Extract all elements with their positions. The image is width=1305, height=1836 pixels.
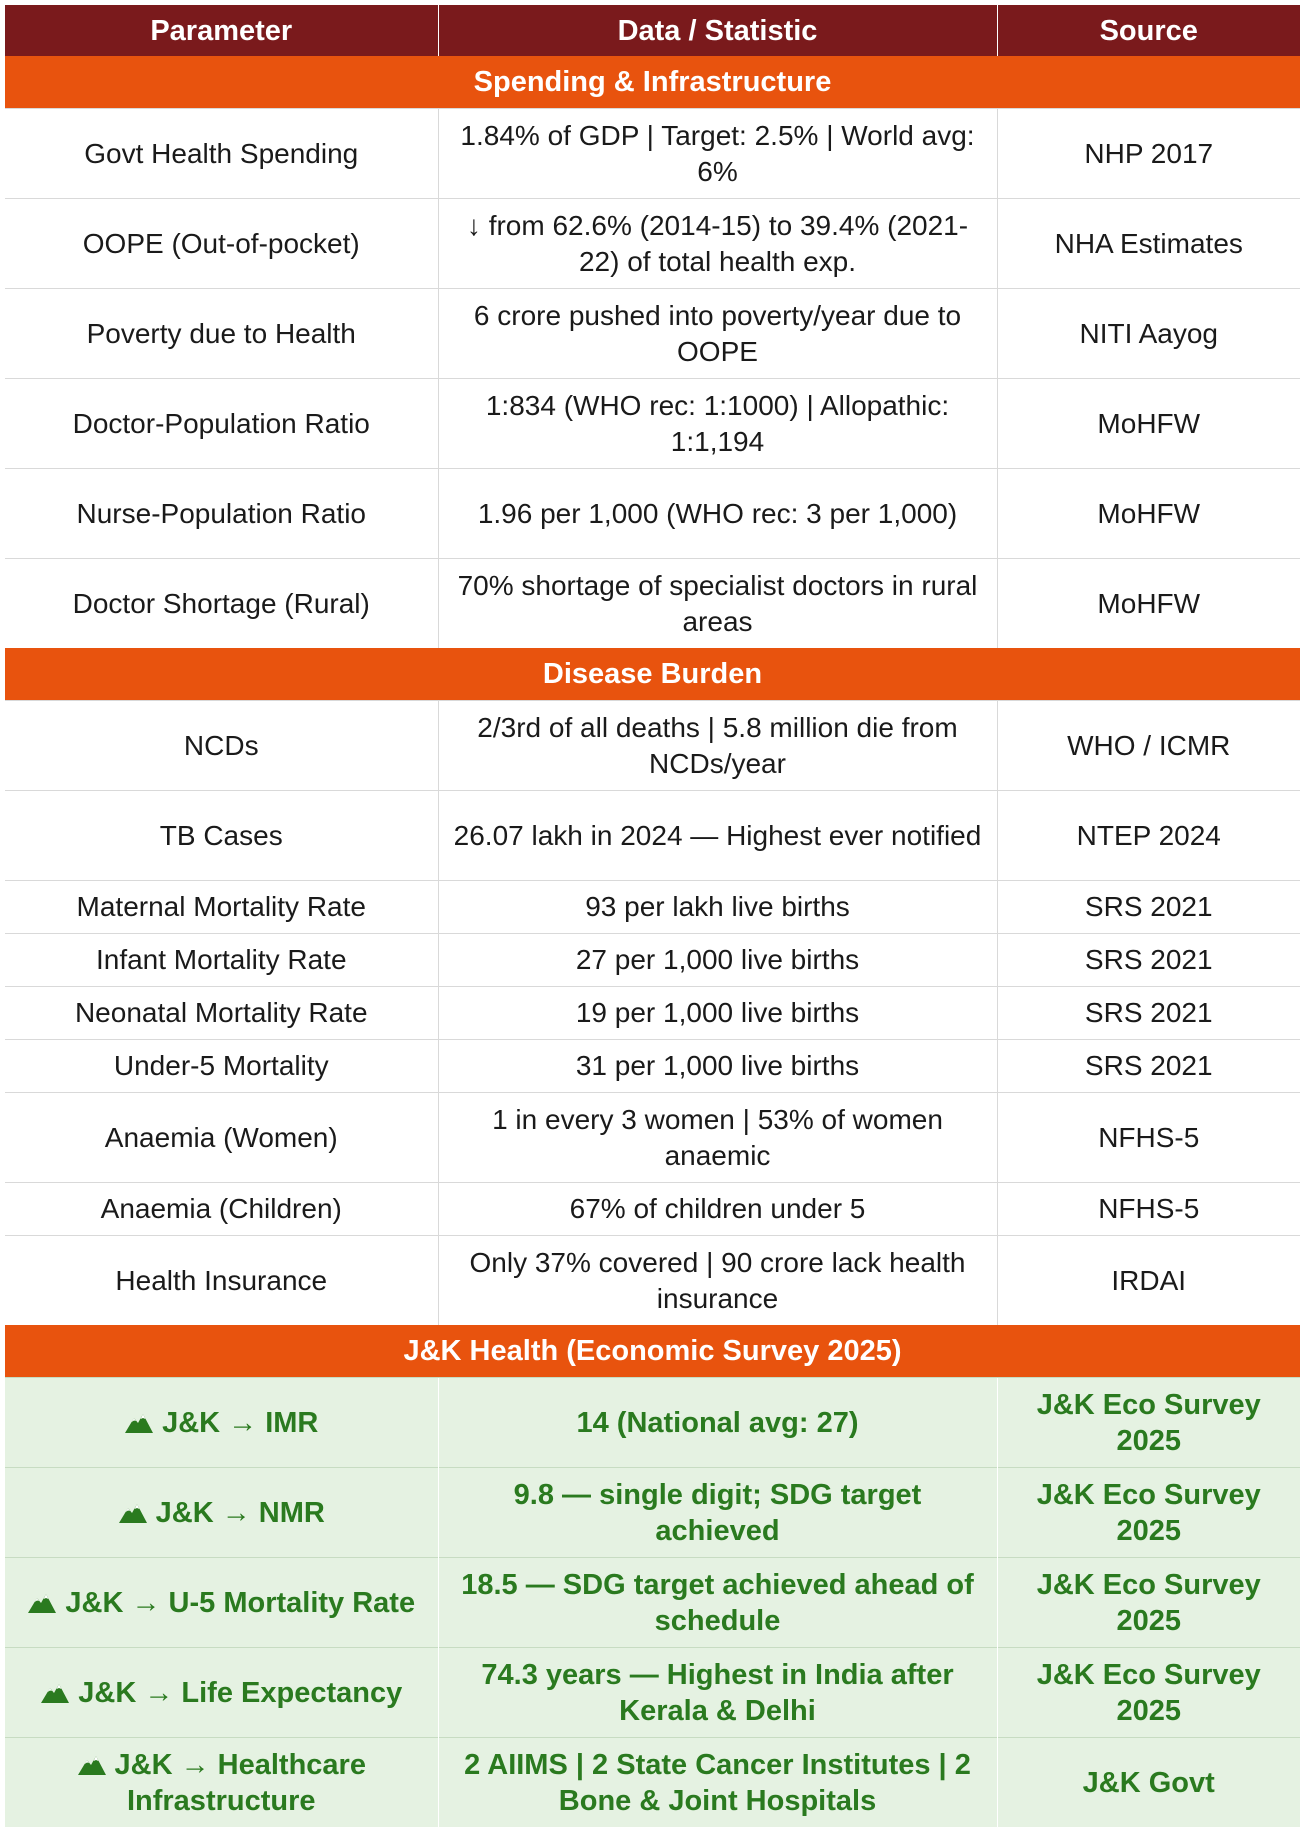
table-row xyxy=(5,1378,1300,1468)
source-cell: J&K Eco Survey 2025 xyxy=(997,1648,1300,1738)
source-cell: SRS 2021 xyxy=(997,1040,1300,1093)
section-header xyxy=(5,56,1300,109)
mountain-icon xyxy=(124,1410,154,1434)
data-cell: 93 per lakh live births xyxy=(438,881,997,934)
table-row xyxy=(5,289,1300,379)
table-row xyxy=(5,199,1300,289)
parameter-cell: Infant Mortality Rate xyxy=(5,934,438,987)
table-row xyxy=(5,987,1300,1040)
source-cell: J&K Govt xyxy=(997,1738,1300,1828)
data-cell: 1:834 (WHO rec: 1:1000) | Allopathic: 1:1,194 xyxy=(438,379,997,469)
data-cell: ↓ from 62.6% (2014-15) to 39.4% (2021-22) of total health exp. xyxy=(438,199,997,289)
parameter-cell xyxy=(5,1558,438,1648)
table-row xyxy=(5,1468,1300,1558)
parameter-cell: Anaemia (Women) xyxy=(5,1093,438,1183)
source-cell: MoHFW xyxy=(997,469,1300,559)
mountain-icon xyxy=(77,1752,107,1776)
source-cell: NITI Aayog xyxy=(997,289,1300,379)
data-cell: 1.84% of GDP | Target: 2.5% | World avg: 6% xyxy=(438,109,997,199)
parameter-cell: Doctor-Population Ratio xyxy=(5,379,438,469)
source-cell: NHP 2017 xyxy=(997,109,1300,199)
data-cell: 70% shortage of specialist doctors in rural areas xyxy=(438,559,997,649)
source-cell: IRDAI xyxy=(997,1236,1300,1326)
section-title: Disease Burden xyxy=(5,648,1300,701)
parameter-cell: Under-5 Mortality xyxy=(5,1040,438,1093)
parameter-cell xyxy=(5,1648,438,1738)
parameter-cell: Maternal Mortality Rate xyxy=(5,881,438,934)
section-title: Spending & Infrastructure xyxy=(5,56,1300,109)
parameter-cell: Anaemia (Children) xyxy=(5,1183,438,1236)
table-row xyxy=(5,559,1300,649)
parameter-cell: Health Insurance xyxy=(5,1236,438,1326)
data-cell: Only 37% covered | 90 crore lack health insurance xyxy=(438,1236,997,1326)
parameter-cell xyxy=(5,1738,438,1828)
data-cell: 14 (National avg: 27) xyxy=(438,1378,997,1468)
data-cell: 6 crore pushed into poverty/year due to OOPE xyxy=(438,289,997,379)
data-cell: 1 in every 3 women | 53% of women anaemic xyxy=(438,1093,997,1183)
source-cell: SRS 2021 xyxy=(997,987,1300,1040)
data-cell: 19 per 1,000 live births xyxy=(438,987,997,1040)
section-title: J&K Health (Economic Survey 2025) xyxy=(5,1325,1300,1378)
section-header xyxy=(5,648,1300,701)
parameter-cell: OOPE (Out-of-pocket) xyxy=(5,199,438,289)
source-cell: NFHS-5 xyxy=(997,1093,1300,1183)
table-row xyxy=(5,791,1300,881)
parameter-label: J&K → Life Expectancy xyxy=(78,1676,403,1709)
source-cell: NTEP 2024 xyxy=(997,791,1300,881)
table-row xyxy=(5,109,1300,199)
data-cell: 67% of children under 5 xyxy=(438,1183,997,1236)
table-row xyxy=(5,1738,1300,1828)
parameter-cell: Govt Health Spending xyxy=(5,109,438,199)
mountain-icon xyxy=(40,1680,70,1704)
parameter-cell: TB Cases xyxy=(5,791,438,881)
mountain-icon xyxy=(118,1500,148,1524)
data-cell: 2/3rd of all deaths | 5.8 million die from NCDs/year xyxy=(438,701,997,791)
source-cell: J&K Eco Survey 2025 xyxy=(997,1558,1300,1648)
source-cell: J&K Eco Survey 2025 xyxy=(997,1468,1300,1558)
header-source: Source xyxy=(997,5,1300,56)
mountain-icon xyxy=(27,1590,57,1614)
parameter-cell: NCDs xyxy=(5,701,438,791)
parameter-label: J&K → NMR xyxy=(155,1496,325,1529)
section-header xyxy=(5,1325,1300,1378)
source-cell: SRS 2021 xyxy=(997,881,1300,934)
data-cell: 18.5 — SDG target achieved ahead of schedule xyxy=(438,1558,997,1648)
health-statistics-table xyxy=(5,5,1300,1827)
table-row xyxy=(5,1093,1300,1183)
source-cell: SRS 2021 xyxy=(997,934,1300,987)
parameter-cell: Doctor Shortage (Rural) xyxy=(5,559,438,649)
data-cell: 27 per 1,000 live births xyxy=(438,934,997,987)
table-row xyxy=(5,1236,1300,1326)
parameter-cell: Poverty due to Health xyxy=(5,289,438,379)
source-cell: NFHS-5 xyxy=(997,1183,1300,1236)
table-row xyxy=(5,701,1300,791)
data-cell: 74.3 years — Highest in India after Kerala & Delhi xyxy=(438,1648,997,1738)
table-row xyxy=(5,469,1300,559)
source-cell: MoHFW xyxy=(997,379,1300,469)
data-cell: 9.8 — single digit; SDG target achieved xyxy=(438,1468,997,1558)
source-cell: WHO / ICMR xyxy=(997,701,1300,791)
data-cell: 1.96 per 1,000 (WHO rec: 3 per 1,000) xyxy=(438,469,997,559)
header-row xyxy=(5,5,1300,56)
parameter-cell: Nurse-Population Ratio xyxy=(5,469,438,559)
parameter-cell xyxy=(5,1378,438,1468)
parameter-cell: Neonatal Mortality Rate xyxy=(5,987,438,1040)
table-row xyxy=(5,1183,1300,1236)
table-row xyxy=(5,1648,1300,1738)
data-cell: 2 AIIMS | 2 State Cancer Institutes | 2 Bone & Joint Hospitals xyxy=(438,1738,997,1828)
source-cell: J&K Eco Survey 2025 xyxy=(997,1378,1300,1468)
table-row xyxy=(5,934,1300,987)
parameter-label: J&K → U-5 Mortality Rate xyxy=(65,1586,416,1619)
header-data-statistic: Data / Statistic xyxy=(438,5,997,56)
parameter-label: J&K → IMR xyxy=(162,1406,319,1439)
table-row xyxy=(5,881,1300,934)
table-row xyxy=(5,1040,1300,1093)
table-row xyxy=(5,379,1300,469)
parameter-cell xyxy=(5,1468,438,1558)
source-cell: NHA Estimates xyxy=(997,199,1300,289)
data-cell: 26.07 lakh in 2024 — Highest ever notified xyxy=(438,791,997,881)
source-cell: MoHFW xyxy=(997,559,1300,649)
table-row xyxy=(5,1558,1300,1648)
header-parameter: Parameter xyxy=(5,5,438,56)
data-cell: 31 per 1,000 live births xyxy=(438,1040,997,1093)
parameter-label: J&K → Healthcare Infrastructure xyxy=(114,1748,366,1817)
